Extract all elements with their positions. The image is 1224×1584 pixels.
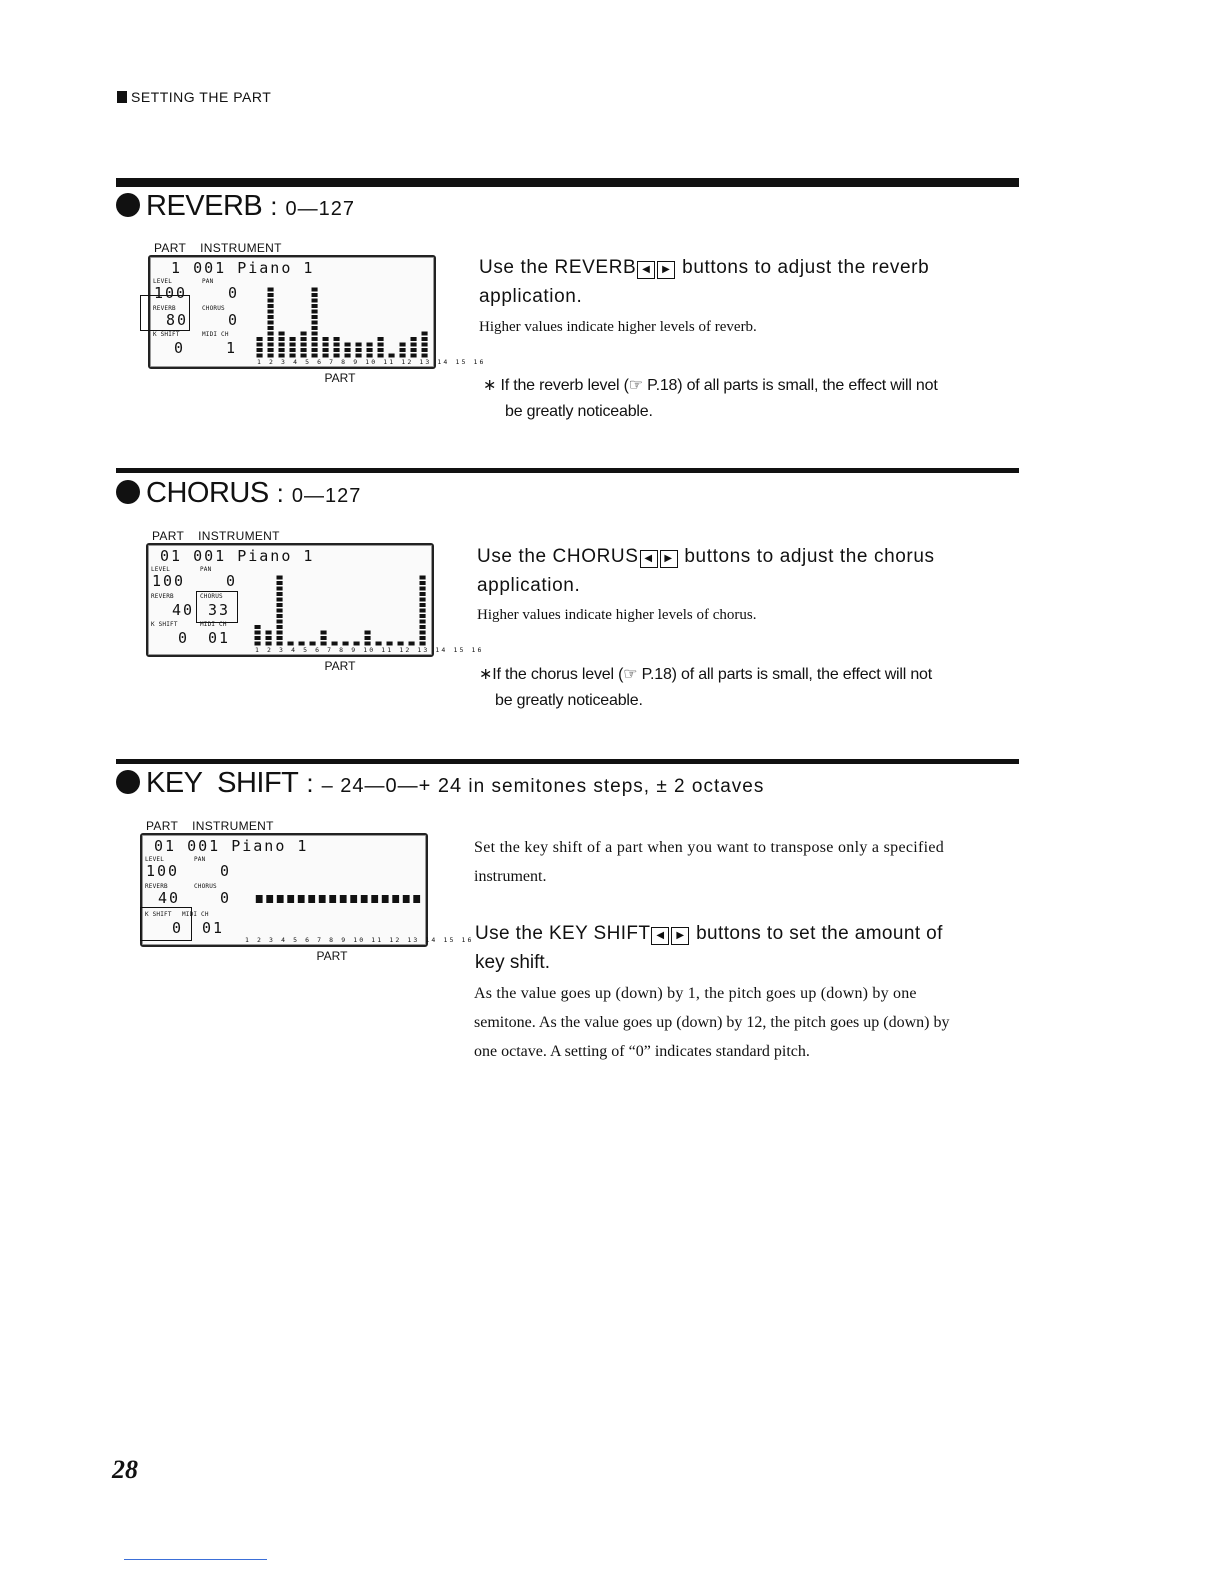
bullet-dot-icon — [116, 770, 140, 794]
part-bar-8 — [334, 337, 340, 358]
bullet-dot-icon — [116, 193, 140, 217]
section-title-keyshift: KEY SHIFT : – 24—0—+ 24 in semitones steps, ± 2 octaves — [116, 767, 764, 800]
part-indicator-6 — [308, 895, 315, 903]
part-bar-2 — [266, 631, 272, 646]
lcd-display-keyshift: PART INSTRUMENT 01 001 Piano 1 LEVEL PAN 100 0 REVERB CHORUS 40 0 K SHIFT MIDI CH 0 01 1 2 3 4 5 6 7 8 9 10 11 12 13 14 15 16 PART — [136, 819, 432, 963]
part-indicator-10 — [350, 895, 357, 903]
part-bar-5 — [299, 642, 305, 646]
left-arrow-button-icon: ◀ — [637, 261, 655, 279]
right-arrow-button-icon: ▶ — [657, 261, 675, 279]
right-arrow-button-icon: ▶ — [671, 927, 689, 945]
part-indicator-15 — [403, 895, 410, 903]
part-indicator-13 — [382, 895, 389, 903]
part-bar-14 — [398, 642, 404, 646]
part-indicator-4 — [287, 895, 294, 903]
section-title-chorus: CHORUS : 0—127 — [116, 477, 361, 510]
part-bar-13 — [387, 642, 393, 646]
part-bar-13 — [389, 354, 395, 358]
lcd-display-chorus: PART INSTRUMENT 01 001 Piano 1 LEVEL PAN 100 0 REVERB CHORUS 40 33 K SHIFT MIDI CH 0 01 1 2 3 4 5 6 7 8 9 10 11 12 13 14 15 16 PART — [140, 529, 436, 673]
left-arrow-button-icon: ◀ — [640, 550, 658, 568]
part-bar-2 — [268, 288, 274, 358]
part-indicator-row — [254, 893, 422, 905]
part-bar-9 — [345, 343, 351, 358]
part-bar-14 — [400, 343, 406, 358]
part-bar-11 — [365, 631, 371, 646]
part-indicator-1 — [256, 895, 263, 903]
part-indicator-7 — [319, 895, 326, 903]
part-bar-1 — [255, 625, 261, 646]
part-bar-11 — [367, 343, 373, 358]
part-bar-7 — [321, 631, 327, 646]
part-indicator-8 — [329, 895, 336, 903]
section-rule-reverb — [116, 178, 1019, 187]
part-bar-8 — [332, 642, 338, 646]
part-bar-10 — [356, 343, 362, 358]
bullet-dot-icon — [116, 480, 140, 504]
part-bar-3 — [277, 576, 283, 646]
running-header: SETTING THE PART — [117, 89, 271, 105]
part-level-bars — [254, 279, 430, 359]
section-rule-keyshift — [116, 759, 1019, 764]
part-bar-16 — [422, 332, 428, 358]
footer-line — [124, 1559, 267, 1560]
part-bar-10 — [354, 642, 360, 646]
part-bar-3 — [279, 332, 285, 358]
part-bar-4 — [290, 337, 296, 358]
part-bar-6 — [310, 642, 316, 646]
part-bar-12 — [378, 337, 384, 358]
part-bar-9 — [343, 642, 349, 646]
part-bar-12 — [376, 642, 382, 646]
lcd-cursor-box — [196, 591, 238, 623]
part-bar-5 — [301, 332, 307, 358]
part-indicator-9 — [340, 895, 347, 903]
part-bar-4 — [288, 642, 294, 646]
part-bar-7 — [323, 337, 329, 358]
section-rule-chorus — [116, 468, 1019, 473]
part-bar-6 — [312, 288, 318, 358]
part-indicator-2 — [266, 895, 273, 903]
part-bar-1 — [257, 337, 263, 358]
right-arrow-button-icon: ▶ — [660, 550, 678, 568]
part-indicator-12 — [371, 895, 378, 903]
pointing-hand-icon: ☞ — [628, 377, 643, 394]
part-level-bars — [252, 567, 428, 647]
part-indicator-3 — [277, 895, 284, 903]
page-number: 28 — [112, 1455, 138, 1484]
lcd-cursor-box — [140, 907, 192, 941]
part-indicator-11 — [361, 895, 368, 903]
left-arrow-button-icon: ◀ — [651, 927, 669, 945]
part-indicator-14 — [392, 895, 399, 903]
part-bar-16 — [420, 576, 426, 646]
part-indicator-16 — [413, 895, 420, 903]
part-indicator-5 — [298, 895, 305, 903]
section-title-reverb: REVERB : 0—127 — [116, 190, 355, 223]
lcd-cursor-box — [140, 295, 190, 331]
lcd-display-reverb: PART INSTRUMENT 1 001 Piano 1 LEVEL PAN 100 0 REVERB CHORUS 80 0 K SHIFT MIDI CH 0 1 1 2 3 4 5 6 7 8 9 10 11 12 13 14 15 16 PART — [140, 241, 436, 385]
pointing-hand-icon: ☞ — [623, 666, 638, 683]
part-bar-15 — [409, 642, 415, 646]
square-bullet-icon — [117, 91, 127, 103]
part-bar-15 — [411, 337, 417, 358]
